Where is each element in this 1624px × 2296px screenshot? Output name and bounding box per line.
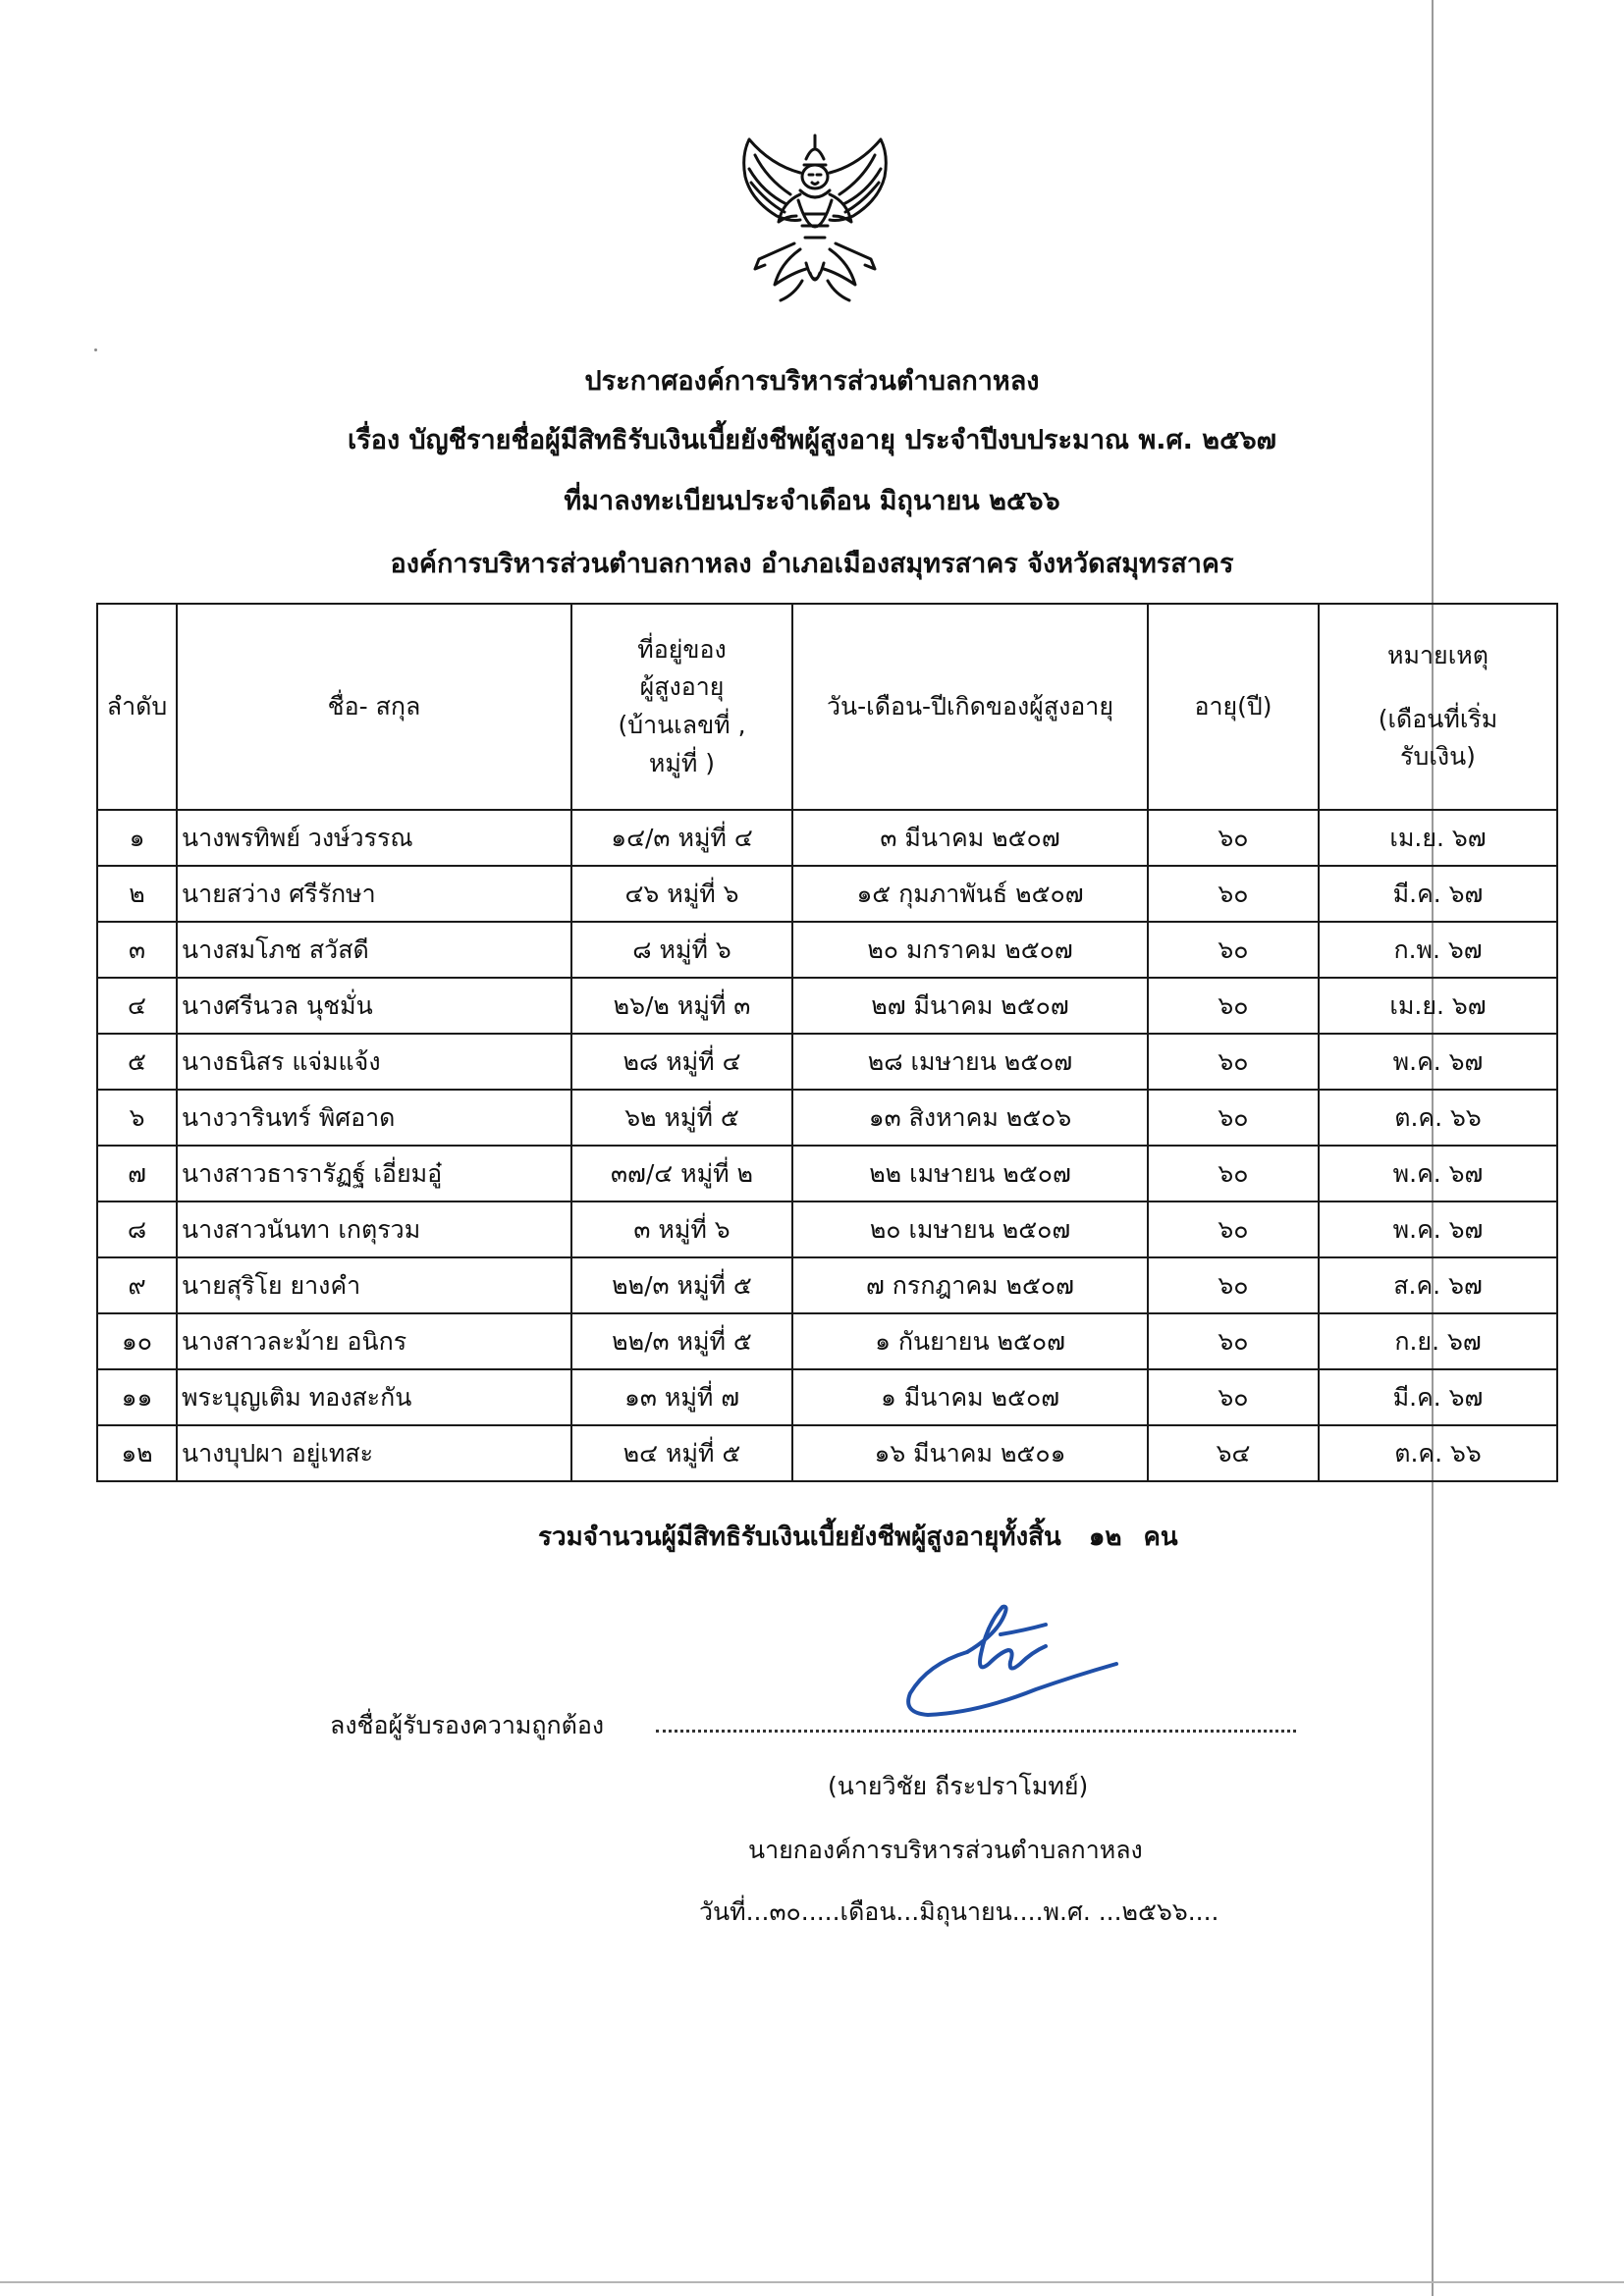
table-row [97,1369,1557,1425]
cell-name: นางบุปผา อยู่เทสะ [177,1425,571,1481]
scan-speck [94,348,97,351]
cell-index: ๕ [97,1034,177,1090]
column-header-name: ชื่อ- สกุล [177,604,571,810]
cell-address: ๒๔ หมู่ที่ ๕ [571,1425,792,1481]
cell-remark: ก.ย. ๖๗ [1319,1313,1557,1369]
cell-address: ๔๖ หมู่ที่ ๖ [571,866,792,922]
cell-index: ๑๐ [97,1313,177,1369]
cell-name: นางสาวละม้าย อนิกร [177,1313,571,1369]
cell-name: นางธนิสร แจ่มแจ้ง [177,1034,571,1090]
organization-location: องค์การบริหารส่วนตำบลกาหลง อำเภอเมืองสมุทรสาคร จังหวัดสมุทรสาคร [390,549,1234,579]
cell-remark: พ.ค. ๖๗ [1319,1201,1557,1257]
cell-address: ๒๒/๓ หมู่ที่ ๕ [571,1257,792,1313]
total-summary [538,1517,1178,1557]
cell-address: ๖๒ หมู่ที่ ๕ [571,1090,792,1146]
column-header-address-line: หมู่ที่ ) [648,748,716,777]
cell-index: ๓ [97,922,177,978]
cell-index: ๑ [97,810,177,866]
cell-remark: ต.ค. ๖๖ [1319,1090,1557,1146]
cell-dob: ๒๗ มีนาคม ๒๕๐๗ [792,978,1148,1034]
column-header-address-line: (บ้านเลขที่ , [618,711,746,739]
cell-index: ๗ [97,1146,177,1201]
table-row [97,866,1557,922]
column-header-remark [1319,604,1557,810]
cell-remark: มี.ค. ๖๗ [1319,866,1557,922]
column-header-remark-line: รับเงิน) [1400,742,1476,772]
cell-name: นางสาวธารารัฏฐ์ เอี่ยมอู๋ [177,1146,571,1201]
cell-age: ๖๔ [1148,1425,1319,1481]
signature-line [656,1730,1296,1733]
cell-age: ๖๐ [1148,1146,1319,1201]
announcement-title: ประกาศองค์การบริหารส่วนตำบลกาหลง [584,366,1040,397]
cell-dob: ๗ กรกฎาคม ๒๕๐๗ [792,1257,1148,1313]
cell-age: ๖๐ [1148,810,1319,866]
table-row [97,1257,1557,1313]
cell-address: ๒๒/๓ หมู่ที่ ๕ [571,1313,792,1369]
table-row [97,1201,1557,1257]
cell-age: ๖๐ [1148,1034,1319,1090]
cell-age: ๖๐ [1148,978,1319,1034]
cell-address: ๓๗/๔ หมู่ที่ ๒ [571,1146,792,1201]
cell-remark: ส.ค. ๖๗ [1319,1257,1557,1313]
cell-address: ๑๓ หมู่ที่ ๗ [571,1369,792,1425]
cell-name: นางสมโภช สวัสดี [177,922,571,978]
cell-index: ๖ [97,1090,177,1146]
table-row [97,1425,1557,1481]
cell-address: ๓ หมู่ที่ ๖ [571,1201,792,1257]
signer-position: นายกองค์การบริหารส่วนตำบลกาหลง [748,1836,1143,1864]
cell-age: ๖๐ [1148,1369,1319,1425]
handwritten-signature [898,1595,1124,1728]
cell-name: นายสุริโย ยางคำ [177,1257,571,1313]
cell-dob: ๑ กันยายน ๒๕๐๗ [792,1313,1148,1369]
column-header-remark-line: หมายเหตุ [1387,640,1489,669]
cell-remark: พ.ค. ๖๗ [1319,1146,1557,1201]
cell-index: ๘ [97,1201,177,1257]
cell-dob: ๒๐ เมษายน ๒๕๐๗ [792,1201,1148,1257]
cell-dob: ๑๓ สิงหาคม ๒๕๐๖ [792,1090,1148,1146]
cell-remark: ต.ค. ๖๖ [1319,1425,1557,1481]
signer-name: (นายวิชัย ถีระปราโมทย์) [828,1772,1089,1800]
cell-name: นางพรทิพย์ วงษ์วรรณ [177,810,571,866]
sign-date: วันที่...๓๐.....เดือน...มิถุนายน....พ.ศ. ...๒๕๖๖.... [699,1897,1219,1926]
table-row [97,1034,1557,1090]
table-row [97,1146,1557,1201]
cell-remark: เม.ย. ๖๗ [1319,810,1557,866]
total-count: ๑๒ [1088,1522,1122,1552]
cell-address: ๘ หมู่ที่ ๖ [571,922,792,978]
cell-index: ๑๑ [97,1369,177,1425]
cell-age: ๖๐ [1148,1313,1319,1369]
table-row [97,1313,1557,1369]
cell-age: ๖๐ [1148,1201,1319,1257]
cell-dob: ๓ มีนาคม ๒๕๐๗ [792,810,1148,866]
cell-name: นางวารินทร์ พิศอาด [177,1090,571,1146]
cell-remark: มี.ค. ๖๗ [1319,1369,1557,1425]
cell-dob: ๒๐ มกราคม ๒๕๐๗ [792,922,1148,978]
cell-dob: ๑๖ มีนาคม ๒๕๐๑ [792,1425,1148,1481]
cell-age: ๖๐ [1148,1090,1319,1146]
cell-remark: พ.ค. ๖๗ [1319,1034,1557,1090]
cell-address: ๒๘ หมู่ที่ ๔ [571,1034,792,1090]
column-header-address-line: ที่อยู่ของ [637,634,727,664]
column-header-index: ลำดับ [97,604,177,810]
cell-index: ๑๒ [97,1425,177,1481]
column-header-age: อายุ(ปี) [1148,604,1319,810]
cell-age: ๖๐ [1148,922,1319,978]
cell-dob: ๑ มีนาคม ๒๕๐๗ [792,1369,1148,1425]
table-row [97,810,1557,866]
cell-dob: ๒๘ เมษายน ๒๕๐๗ [792,1034,1148,1090]
cell-name: นายสว่าง ศรีรักษา [177,866,571,922]
elderly-allowance-table [96,603,1558,1482]
cell-address: ๒๖/๒ หมู่ที่ ๓ [571,978,792,1034]
column-header-remark-line: (เดือนที่เริ่ม [1378,704,1498,733]
cell-name: นางศรีนวล นุชมั่น [177,978,571,1034]
cell-dob: ๑๕ กุมภาพันธ์ ๒๕๐๗ [792,866,1148,922]
cell-dob: ๒๒ เมษายน ๒๕๐๗ [792,1146,1148,1201]
table-row [97,978,1557,1034]
garuda-emblem-icon [722,126,908,312]
cell-name: พระบุญเติม ทองสะกัน [177,1369,571,1425]
cell-index: ๒ [97,866,177,922]
column-header-address-line: ผู้สูงอายุ [639,672,725,702]
announcement-subject: เรื่อง บัญชีรายชื่อผู้มีสิทธิรับเงินเบี้ยยังชีพผู้สูงอายุ ประจำปีงบประมาณ พ.ศ. ๒๕๖๗ [348,425,1276,455]
scan-edge-horizontal [0,2281,1624,2283]
cell-remark: เม.ย. ๖๗ [1319,978,1557,1034]
cell-address: ๑๔/๓ หมู่ที่ ๔ [571,810,792,866]
table-header-row [97,604,1557,810]
certify-label: ลงชื่อผู้รับรองความถูกต้อง [330,1711,605,1739]
cell-remark: ก.พ. ๖๗ [1319,922,1557,978]
table-row [97,922,1557,978]
column-header-dob: วัน-เดือน-ปีเกิดของผู้สูงอายุ [792,604,1148,810]
total-label: รวมจำนวนผู้มีสิทธิรับเงินเบี้ยยังชีพผู้สูงอายุทั้งสิ้น [538,1522,1061,1552]
column-header-address [571,604,792,810]
cell-age: ๖๐ [1148,866,1319,922]
table-row [97,1090,1557,1146]
total-unit: คน [1143,1522,1178,1552]
cell-age: ๖๐ [1148,1257,1319,1313]
registration-period: ที่มาลงทะเบียนประจำเดือน มิถุนายน ๒๕๖๖ [564,486,1060,516]
cell-index: ๔ [97,978,177,1034]
cell-index: ๙ [97,1257,177,1313]
cell-name: นางสาวนันทา เกตุรวม [177,1201,571,1257]
